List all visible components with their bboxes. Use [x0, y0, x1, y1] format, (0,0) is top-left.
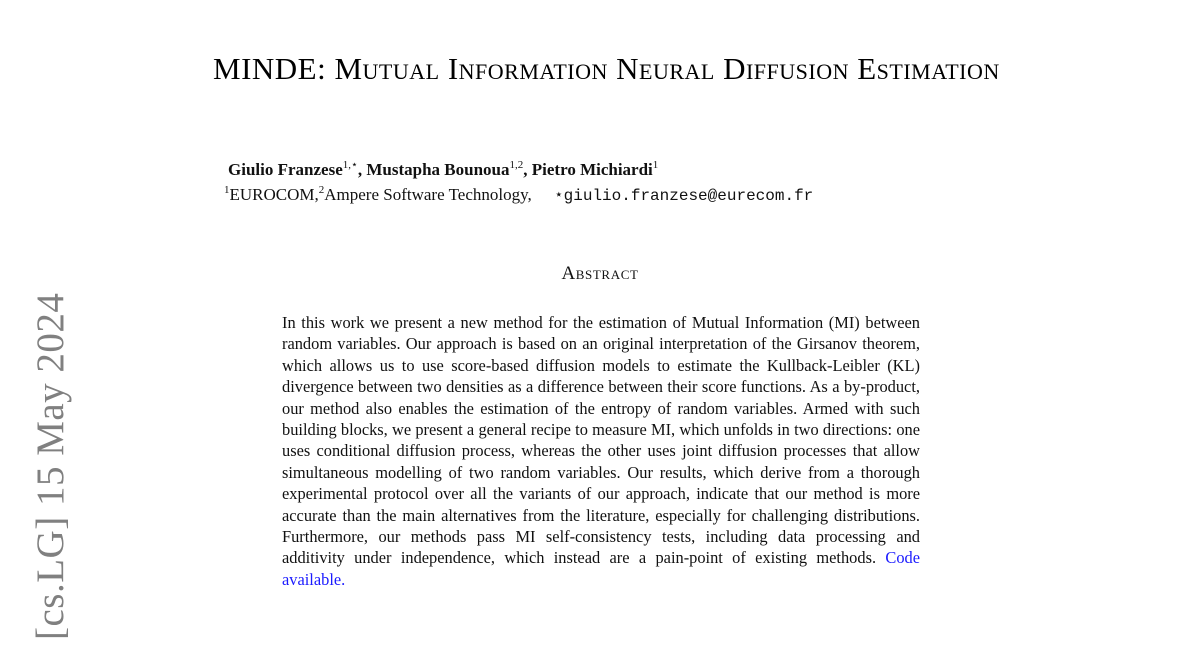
- author-name: Mustapha Bounoua: [366, 160, 510, 179]
- affiliation-eurecom: EUROCOM,: [229, 185, 319, 204]
- author-affil-mark: 1,⋆: [342, 159, 358, 171]
- paper-title-text: MINDE: Mutual Information Neural Diffusion Estimation: [213, 51, 1000, 86]
- arxiv-identifier-stamp: [cs.LG] 15 May 2024: [29, 292, 72, 640]
- author-affil-mark: 1,2: [509, 159, 524, 171]
- contact-email[interactable]: ⋆giulio.franzese@eurecom.fr: [554, 187, 814, 205]
- affil-mark: 2: [318, 184, 325, 196]
- author-separator: ,: [357, 160, 367, 179]
- author-name: Giulio Franzese: [228, 160, 343, 179]
- author-name: Pietro Michiardi: [531, 160, 653, 179]
- affil-mark: 1: [224, 184, 230, 196]
- code-available-link[interactable]: Code available.: [282, 548, 920, 589]
- affiliation-ampere: Ampere Software Technology,: [324, 185, 532, 204]
- affiliation-line: [224, 185, 813, 205]
- author-separator: ,: [523, 160, 532, 179]
- author-list: [228, 160, 658, 180]
- author-affil-mark: 1: [652, 159, 659, 171]
- abstract-body: [282, 312, 920, 590]
- abstract-heading: Abstract: [561, 263, 639, 284]
- paper-title: [213, 50, 1033, 88]
- abstract-text: In this work we present a new method for the estimation of Mutual Information (MI) between random variables. Our approach is based on an original interpretation of the Girsanov theorem, which allows us to use score-based diffusion models to estimate the Kullback-Leibler (KL) divergence between two densities as a difference between their score functions. As a by-product, our method also enables the estimation of the entropy of random variables. Armed with such building blocks, we present a general recipe to measure MI, which unfolds in two directions: one uses conditional diffusion process, whereas the other uses joint diffusion processes that allow simultaneous modelling of two random variables. Our results, which derive from a thorough experimental protocol over all the variants of our approach, indicate that our method is more accurate than the main alternatives from the literature, especially for challenging distributions. Furthermore, our methods pass MI self-consistency tests, including data processing and additivity under independence, which instead are a pain-point of existing methods.: [282, 313, 920, 568]
